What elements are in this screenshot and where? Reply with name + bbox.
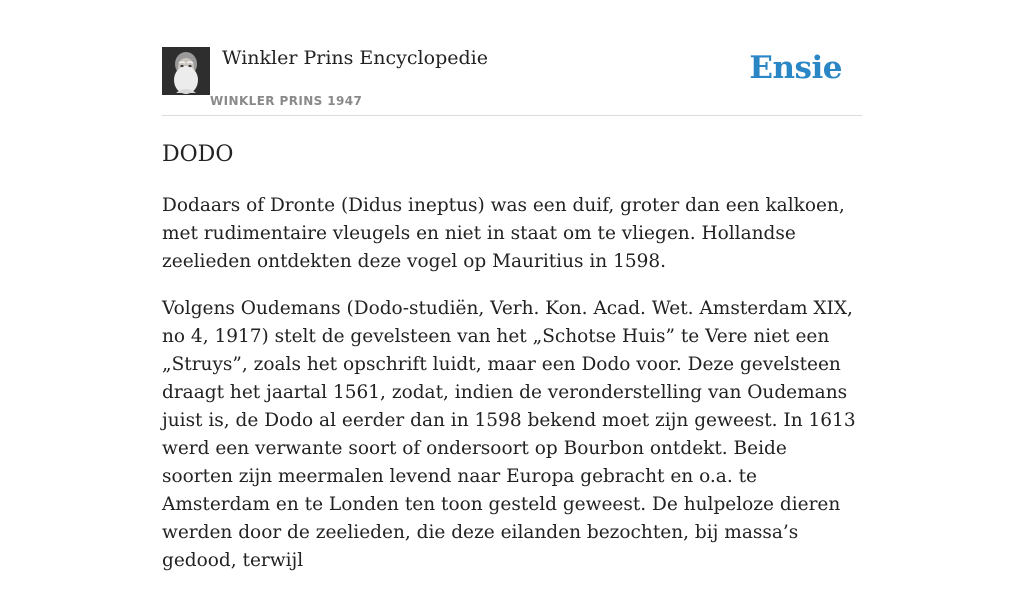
article-paragraph: Dodaars of Dronte (Didus ineptus) was een duif, groter dan een kalkoen, met rudimentaire vleugels en niet in staat om te vliegen. Hollandse zeelieden ontdekten deze vogel op Mauritius in 1598. bbox=[162, 195, 845, 272]
article-paragraph: Volgens Oudemans (Dodo-studiën, Verh. Kon. Acad. Wet. Amsterdam XIX, no 4, 1917) stelt de gevelsteen van het „Schotse Huis” te Vere niet een „Struys”, zoals het opschrift luidt, maar een Dodo voor. Deze gevelsteen draagt het jaartal 1561, zodat, indien de veronderstelling van Oudemans juist is, de Dodo al eerder dan in 1598 bekend moet zijn geweest. In 1613 werd een verwante soort of ondersoort op Bourbon ontdekt. Beide soorten zijn meermalen levend naar Europa gebracht en o.a. te Amsterdam en te Londen ten toon gesteld geweest. De hulpeloze dieren werden door de zeelieden, die deze eilanden bezochten, bij massa’s gedood, terwijl bbox=[162, 298, 856, 571]
page-title: DODO bbox=[162, 142, 234, 167]
site-name[interactable]: Winkler Prins Encyclopedie bbox=[222, 47, 488, 69]
brand-logo[interactable]: Ensie bbox=[749, 50, 842, 86]
author-avatar[interactable] bbox=[162, 47, 210, 95]
edition-label[interactable]: WINKLER PRINS 1947 bbox=[210, 94, 363, 108]
header bbox=[162, 46, 862, 116]
bearded-man-portrait-icon bbox=[162, 47, 210, 95]
article-body bbox=[162, 192, 862, 594]
